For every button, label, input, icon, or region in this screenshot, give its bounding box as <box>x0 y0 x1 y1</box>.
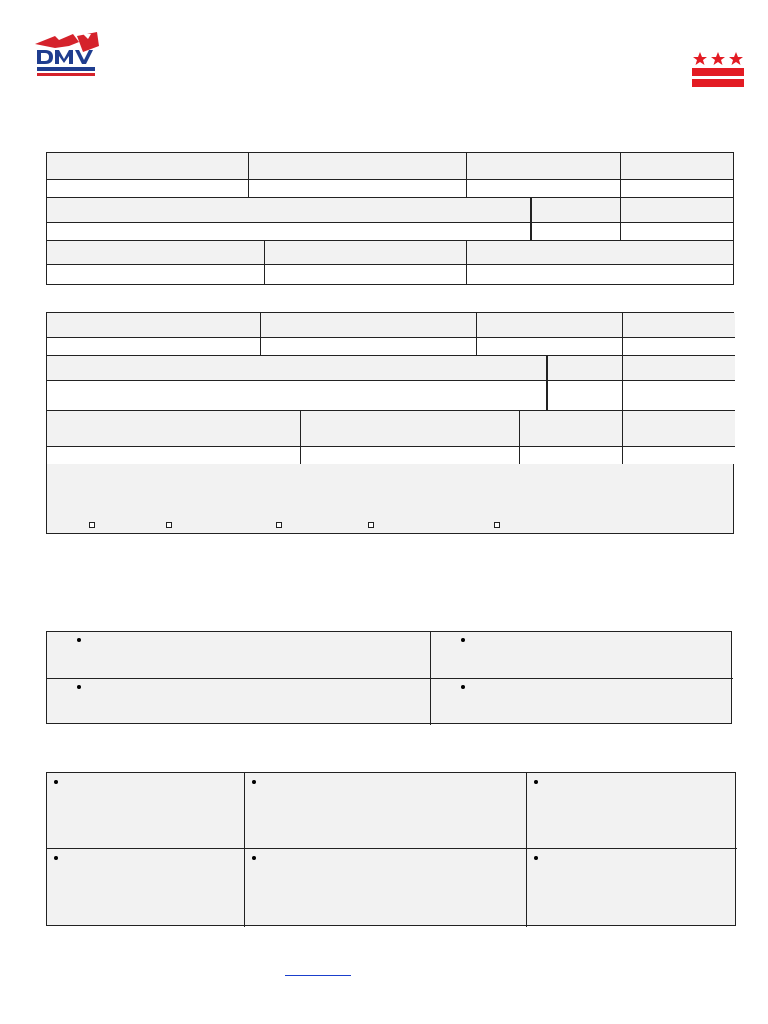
field-label-cell <box>261 313 477 338</box>
field-label-cell <box>301 411 520 447</box>
field-input-cell[interactable] <box>47 223 531 241</box>
list-item <box>47 773 245 849</box>
field-label-cell <box>249 153 467 180</box>
field-label-cell <box>547 356 623 381</box>
field-input-cell[interactable] <box>623 381 735 411</box>
checkbox[interactable] <box>89 522 95 528</box>
list-item <box>245 849 527 927</box>
bullet-icon <box>461 685 465 689</box>
field-label-cell <box>477 313 623 338</box>
checkbox[interactable] <box>368 522 374 528</box>
field-label-cell <box>47 313 261 338</box>
footer-link[interactable] <box>285 964 351 976</box>
list-item <box>47 679 431 725</box>
list-item <box>47 632 431 679</box>
field-label-cell <box>621 198 733 223</box>
field-label-cell <box>467 153 621 180</box>
field-input-cell[interactable] <box>621 223 733 241</box>
list-item <box>431 632 733 679</box>
field-label-cell <box>621 153 733 180</box>
field-label-cell <box>47 153 249 180</box>
list-item <box>431 679 733 725</box>
field-label-cell <box>47 198 531 223</box>
field-input-cell[interactable] <box>547 381 623 411</box>
field-label-cell <box>47 411 301 447</box>
field-label-cell <box>623 313 735 338</box>
list-item <box>527 773 737 849</box>
list-item <box>527 849 737 927</box>
bullet-icon <box>534 856 538 860</box>
checkbox[interactable] <box>276 522 282 528</box>
field-input-cell[interactable] <box>261 338 477 356</box>
bullet-table-2 <box>46 772 736 926</box>
field-input-cell[interactable] <box>477 338 623 356</box>
field-input-cell[interactable] <box>47 180 249 198</box>
field-label-cell <box>47 241 265 265</box>
list-item <box>245 773 527 849</box>
bullet-icon <box>461 638 465 642</box>
form-table-2 <box>46 312 734 465</box>
field-label-cell <box>623 411 735 447</box>
field-input-cell[interactable] <box>249 180 467 198</box>
bullet-icon <box>534 780 538 784</box>
field-label-cell <box>531 198 621 223</box>
info-band <box>46 464 734 534</box>
field-label-cell <box>265 241 467 265</box>
checkbox[interactable] <box>166 522 172 528</box>
bullet-icon <box>54 856 58 860</box>
field-input-cell[interactable] <box>467 180 621 198</box>
checkbox[interactable] <box>494 522 500 528</box>
bullet-table-1 <box>46 631 732 724</box>
bullet-icon <box>54 780 58 784</box>
bullet-icon <box>252 780 256 784</box>
field-input-cell[interactable] <box>47 381 547 411</box>
field-input-cell[interactable] <box>467 265 733 284</box>
bullet-icon <box>77 638 81 642</box>
dc-flag-icon <box>692 52 744 88</box>
bullet-icon <box>77 685 81 689</box>
dc-dmv-logo <box>33 30 103 80</box>
field-input-cell[interactable] <box>531 223 621 241</box>
field-input-cell[interactable] <box>47 265 265 284</box>
list-item <box>47 849 245 927</box>
bullet-icon <box>252 856 256 860</box>
field-label-cell <box>520 411 623 447</box>
field-input-cell[interactable] <box>47 338 261 356</box>
field-label-cell <box>47 356 547 381</box>
field-input-cell[interactable] <box>621 180 733 198</box>
form-table-1 <box>46 152 734 285</box>
field-input-cell[interactable] <box>623 338 735 356</box>
field-label-cell <box>623 356 735 381</box>
field-input-cell[interactable] <box>265 265 467 284</box>
field-label-cell <box>467 241 733 265</box>
